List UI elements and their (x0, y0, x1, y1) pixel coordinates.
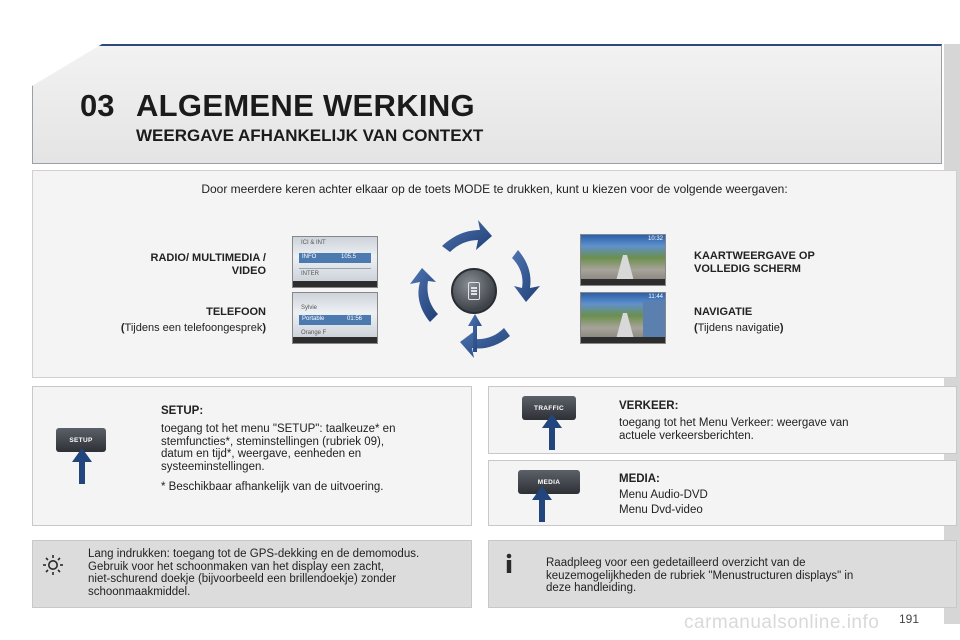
tip-cleaning-text (88, 548, 468, 598)
setup-title: SETUP: (161, 405, 204, 417)
traffic-line: actuele verkeersberichten. (619, 429, 754, 442)
setup-line: systeeminstellingen. (161, 460, 265, 473)
navigation-screen-thumbnail (580, 292, 666, 344)
label-kaart-line2: VOLLEDIG SCHERM (694, 263, 801, 275)
label-radio-line1: RADIO/ MULTIMEDIA / (150, 252, 266, 264)
media-line1: Menu Audio-DVD (619, 489, 708, 501)
paren-open: ( (120, 322, 125, 334)
tip-line: deze handleiding. (546, 582, 637, 594)
phone-status-bar (293, 337, 377, 343)
map-status-bar (581, 279, 665, 285)
label-telefoon-title: TELEFOON (206, 306, 266, 318)
traffic-press-arrow-icon (540, 414, 564, 450)
arrow-bottom-icon (460, 328, 510, 358)
setup-line: datum en tijd*, weergave, eenheden en (161, 448, 362, 460)
radio-status-bar (293, 281, 377, 287)
radio-screen-info: INFO (302, 254, 317, 260)
phone-screen-time: 01:56 (347, 316, 363, 322)
phone-screen-name: Portable (302, 316, 325, 322)
page-subtitle: WEERGAVE AFHANKELIJK VAN CONTEXT (136, 126, 484, 145)
paren-close: ) (779, 322, 784, 334)
header-corner-cut (32, 44, 102, 86)
radio-screen-top: ICI & INT (301, 240, 326, 246)
arrow-top-icon (442, 220, 492, 252)
media-title: MEDIA: (619, 473, 660, 485)
label-navigatie-sub (694, 322, 874, 335)
setup-key-icon: SETUP (56, 428, 106, 452)
setup-press-arrow-icon (70, 448, 94, 484)
setup-line: stemfuncties*, steminstellingen (rubriek 09), (161, 435, 385, 448)
arrow-left-icon (410, 268, 438, 322)
paren-close: ) (262, 322, 266, 334)
paren-open: ( (694, 322, 698, 334)
tip-line: Lang indrukken: toegang tot de GPS-dekking en de demomodus. (88, 548, 420, 560)
tip-line: keuzemogelijkheden de rubriek "Menustructuren displays" in (546, 569, 854, 582)
label-kaartweergave (694, 250, 874, 276)
radio-screen-thumbnail (292, 236, 378, 288)
traffic-line: toegang tot het Menu Verkeer: weergave van (619, 417, 849, 429)
media-line2: Menu Dvd-video (619, 504, 703, 516)
document-icon (468, 282, 480, 300)
tip-info-text (546, 557, 946, 595)
traffic-description (619, 417, 939, 442)
label-telefoon-sub (60, 322, 266, 335)
nav-direction-panel (643, 301, 665, 339)
arrow-right-icon (512, 250, 540, 302)
map-fullscreen-thumbnail (580, 234, 666, 286)
phone-screen-sub: Orange F (301, 330, 327, 336)
nav-status-bar (581, 337, 665, 343)
media-key-icon: MEDIA (518, 470, 580, 494)
radio-divider (299, 268, 371, 269)
label-telefoon (100, 306, 266, 319)
label-navigatie-title: NAVIGATIE (694, 306, 753, 318)
tip-line: niet-schurend doekje (bijvoorbeeld een brillendoekje) zonder (88, 573, 397, 585)
label-kaart-line1: KAARTWEERGAVE OP (694, 250, 815, 262)
tip-line: Gebruik voor het schoonmaken van het display een zacht, (88, 560, 384, 573)
page-title: ALGEMENE WERKING (136, 88, 475, 123)
watermark: carmanualsonline.info (684, 612, 880, 633)
radio-screen-freq: 105.5 (341, 254, 357, 260)
media-press-arrow-icon (530, 486, 554, 522)
setup-description (161, 423, 461, 473)
setup-note: * Beschikbaar afhankelijk van de uitvoering. (161, 481, 384, 493)
traffic-title: VERKEER: (619, 400, 679, 412)
setup-line: toegang tot het menu "SETUP": taalkeuze* en (161, 423, 396, 435)
page-number: 191 (899, 612, 920, 626)
info-icon (498, 552, 520, 574)
label-radio-line2: VIDEO (231, 265, 266, 277)
mode-knob (451, 268, 497, 314)
radio-screen-inter: INTER (301, 271, 319, 277)
tip-line: schoonmaakmiddel. (88, 585, 191, 598)
telefoon-sub-text: Tijdens een telefoongesprek (124, 322, 263, 334)
intro-text: Door meerdere keren achter elkaar op de toets MODE te drukken, kunt u kiezen voor de volgende weergaven: (201, 182, 788, 196)
tip-line: Raadpleeg voor een gedetailleerd overzicht van de (546, 557, 806, 569)
nav-clock: 11:44 (648, 294, 663, 300)
chapter-number: 03 (80, 88, 115, 123)
navigatie-sub-text: Tijdens navigatie (697, 322, 780, 334)
label-radio-multimedia (110, 252, 266, 278)
label-navigatie (694, 306, 874, 319)
phone-screen-thumbnail (292, 292, 378, 344)
phone-screen-top: Sylvie (301, 305, 318, 311)
traffic-key-icon: TRAFFIC (522, 396, 576, 420)
map-clock: 10:32 (647, 236, 663, 242)
sun-icon (42, 554, 64, 576)
